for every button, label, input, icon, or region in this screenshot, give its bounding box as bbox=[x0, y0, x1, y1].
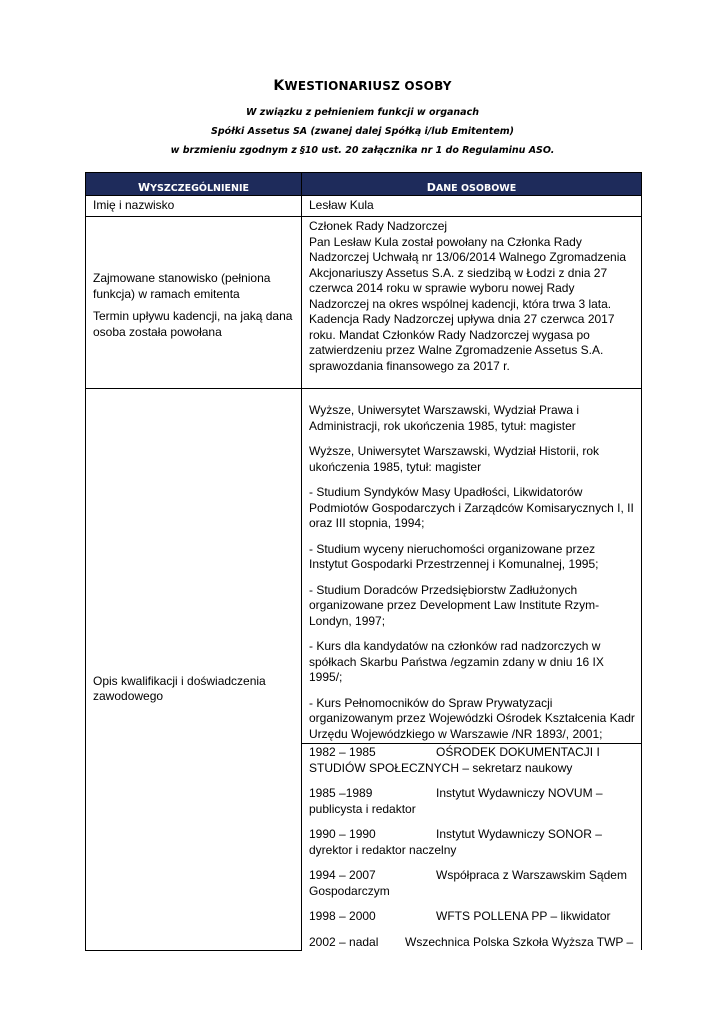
job-entry: 1985 –1989 Instytut Wydawniczy NOVUM – publicysta i redaktor bbox=[309, 786, 603, 816]
header-line-2: Spółki Assetus SA (zwanej dalej Spółką i/lub Emitentem) bbox=[210, 126, 515, 137]
document-header bbox=[0, 78, 725, 160]
name-label: Imię i nazwisko bbox=[93, 198, 175, 212]
education-item: - Studium Doradców Przedsiębiorstw Zadłużonych organizowane przez Development Law Institute Rzym-Londyn, 1997; bbox=[309, 582, 600, 628]
qualifications-label: Opis kwalifikacji i doświadczenia zawodowego bbox=[93, 673, 266, 704]
job-entry: 1998 – 2000 WFTS POLLENA PP – likwidator bbox=[309, 909, 611, 923]
header-line-3: w brzmieniu zgodnym z §10 ust. 20 załącznika nr 1 do Regulaminu ASO. bbox=[170, 145, 555, 156]
table-row-qualifications bbox=[86, 389, 642, 744]
column-header-personal-data: DANE OSOBOWE bbox=[302, 173, 642, 196]
job-entry: 1994 – 2007 Współpraca z Warszawskim Sądem Gospodarczym bbox=[309, 868, 627, 898]
education-item: - Studium Syndyków Masy Upadłości, Likwidatorów Podmiotów Gospodarczych i Zarządców Komisarycznych I, II oraz III stopnia, 1994; bbox=[309, 485, 634, 530]
education-item: - Kurs Pełnomocników do Spraw Prywatyzacji organizowanym przez Wojewódzki Ośrodek Kształcenia Kadr Urzędu Wojewódzkiego w Warszawie /NR 1893/, 2001; bbox=[309, 695, 635, 741]
job-entry: 2002 – nadal Wszechnica Polska Szkoła Wyższa TWP – bbox=[309, 934, 634, 949]
position-label: Zajmowane stanowisko (pełniona funkcja) w ramach emitenta bbox=[93, 271, 271, 301]
term-value: Pan Lesław Kula został powołany na Członka Rady Nadzorczej Uchwałą nr 13/06/2014 Walnego Zgromadzenia Akcjonariuszy Assetus S.A. z siedzibą w Łodzi z dnia 27 czerwca 2014 roku w sprawie wyboru nowej Rady Nadzorczej na okres wspólnej kadencji, która trwa 3 lata. Kadencja Rady Nadzorczej upływa dnia 27 czerwca 2017 roku. Mandat Członków Rady Nadzorczej wygasa po zatwierdzeniu przez Walne Zgromadzenie Assetus S.A. sprawozdania finansowego za 2017 r. bbox=[309, 234, 627, 373]
table-row-position bbox=[86, 217, 642, 389]
document-title: KWESTIONARIUSZ OSOBY bbox=[273, 78, 452, 94]
table-row-name bbox=[86, 196, 642, 217]
job-entry: 1982 – 1985 OŚRODEK DOKUMENTACJI I STUDIÓW SPOŁECZNYCH – sekretarz naukowy bbox=[309, 745, 600, 775]
education-item: - Kurs dla kandydatów na członków rad nadzorczych w spółkach Skarbu Państwa /egzamin zdany w dniu 16 IX 1995/; bbox=[309, 639, 604, 684]
column-header-specification: WYSZCZEGÓLNIENIE bbox=[86, 173, 302, 196]
header-line-1: W związku z pełnieniem funkcji w organach bbox=[246, 107, 479, 118]
position-value: Członek Rady Nadzorczej bbox=[309, 219, 448, 233]
education-item: Wyższe, Uniwersytet Warszawski, Wydział Prawa i Administracji, rok ukończenia 1985, tytuł: magister bbox=[309, 403, 580, 433]
table-header-row bbox=[86, 173, 642, 196]
term-label: Termin upływu kadencji, na jaką dana osoba została powołana bbox=[93, 309, 293, 339]
name-value: Lesław Kula bbox=[309, 198, 374, 212]
education-item: Wyższe, Uniwersytet Warszawski, Wydział Historii, rok ukończenia 1985, tytuł: magister bbox=[309, 444, 600, 474]
job-entry: 1990 – 1990 Instytut Wydawniczy SONOR – dyrektor i redaktor naczelny bbox=[309, 827, 602, 857]
personal-data-table bbox=[85, 172, 642, 951]
education-item: - Studium wyceny nieruchomości organizowane przez Instytut Gospodarki Przestrzennej i Komunalnej, 1995; bbox=[309, 541, 599, 571]
